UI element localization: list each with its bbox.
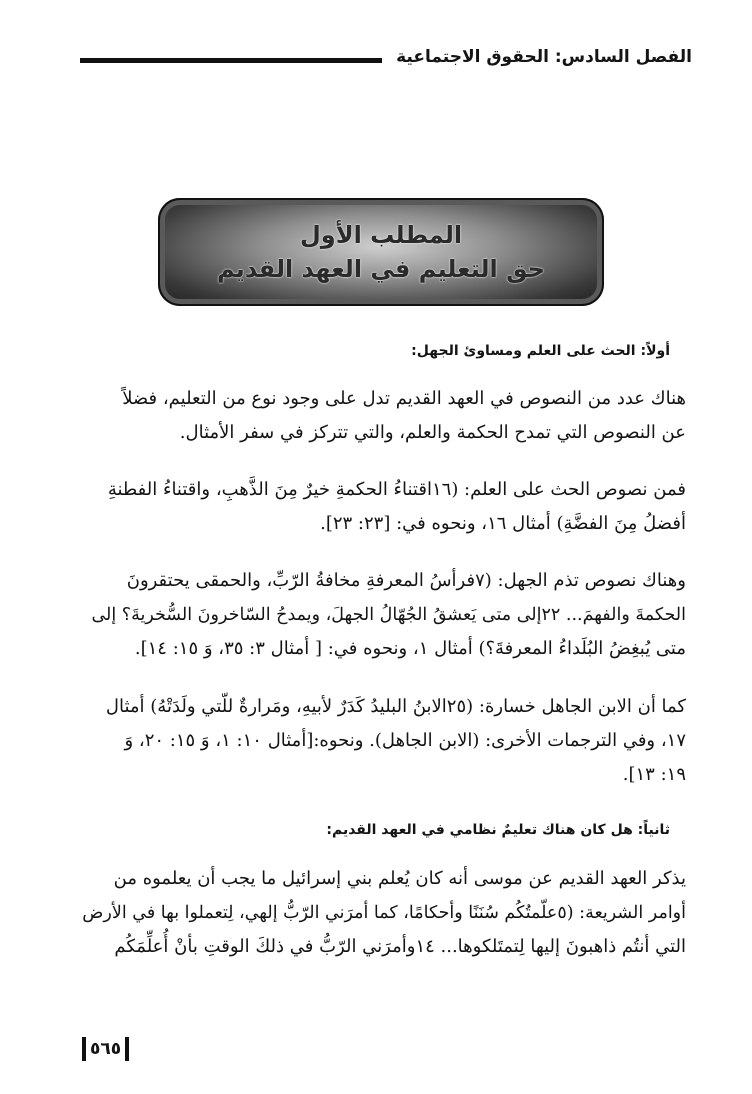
page-number-bar-right xyxy=(125,1037,129,1061)
paragraph-4 xyxy=(78,690,686,792)
paragraph-line: فمن نصوص الحث على العلم: (١٦اقتناءُ الحكمةِ خيرٌ مِنَ الذَّهبِ، واقتناءُ الفطنةِ xyxy=(107,479,686,500)
section-title-line-2: حق التعليم في العهد القديم xyxy=(216,255,546,283)
section-title-box xyxy=(158,198,604,306)
paragraph-line: التي أنتُم ذاهبونَ إليها لِتمتَلكوها... ١٤وأمرَني الرّبُّ في ذلكَ الوقتِ بأنْ أُعلِّمَكُم xyxy=(114,936,686,957)
heading-second: ثانياً: هل كان هناك تعليمٌ نظامي في العهد القديم: xyxy=(326,822,670,838)
section-title-line-1: المطلب الأول xyxy=(299,221,463,249)
paragraph-line: هناك عدد من النصوص في العهد القديم تدل على وجود نوع من التعليم، فضلاً xyxy=(122,388,686,409)
chapter-title: الفصل السادس: الحقوق الاجتماعية xyxy=(396,47,692,67)
paragraph-3 xyxy=(78,564,686,666)
paragraph-line: ١٩: ١٣]. xyxy=(622,764,686,785)
header-rule xyxy=(80,58,382,63)
page-number xyxy=(78,1036,133,1062)
paragraph-line: وهناك نصوص تذم الجهل: (٧فرأسُ المعرفةِ مخافةُ الرّبِّ، والحمقى يحتقرونَ xyxy=(126,570,686,591)
paragraph-line: يذكر العهد القديم عن موسى أنه كان يُعلم بني إسرائيل ما يجب أن يعلموه من xyxy=(113,868,686,889)
paragraph-line: عن النصوص التي تمدح الحكمة والعلم، والتي تتركز في سفر الأمثال. xyxy=(179,422,686,443)
paragraph-line: ١٧، وفي الترجمات الأخرى: (الابن الجاهل). ونحوه:[أمثال ١٠: ١، وَ ١٥: ٢٠، وَ xyxy=(124,730,686,751)
paragraph-line: أوامر الشريعة: (٥علّمتُكُم سُنَنًا وأحكامًا، كما أمرَني الرّبُّ إلهي، لِتعملوا بها في الأرض xyxy=(82,903,686,923)
paragraph-1 xyxy=(78,382,686,450)
paragraph-line: الحكمةَ والفهمَ... ٢٢إلى متى يَعشقُ الجُهّالُ الجهلَ، ويمدحُ السّاخرونَ السُّخريةَ؟ إلى xyxy=(91,605,686,625)
paragraph-5 xyxy=(78,862,686,964)
heading-first: أولاً: الحث على العلم ومساوئ الجهل: xyxy=(411,343,670,359)
page-number-value: ٥٦٥ xyxy=(90,1039,122,1059)
paragraph-line: متى يُبغِضُ البُلَداءُ المعرفةَ؟) أمثال ١، ونحوه في: [ أمثال ٣: ٣٥، وَ ١٥: ١٤]. xyxy=(134,638,686,659)
paragraph-line: كما أن الابن الجاهل خسارة: (٢٥الابنُ البليدُ كَدَرٌ لأبيهِ، ومَرارةٌ للّتي ولَدَتْهُ) أمثال xyxy=(105,696,686,717)
running-header xyxy=(80,40,692,74)
paragraph-2 xyxy=(78,473,686,541)
paragraph-line: أفضلُ مِنَ الفضَّةِ) أمثال ١٦، ونحوه في: [٢٣: ٢٣]. xyxy=(320,513,686,534)
